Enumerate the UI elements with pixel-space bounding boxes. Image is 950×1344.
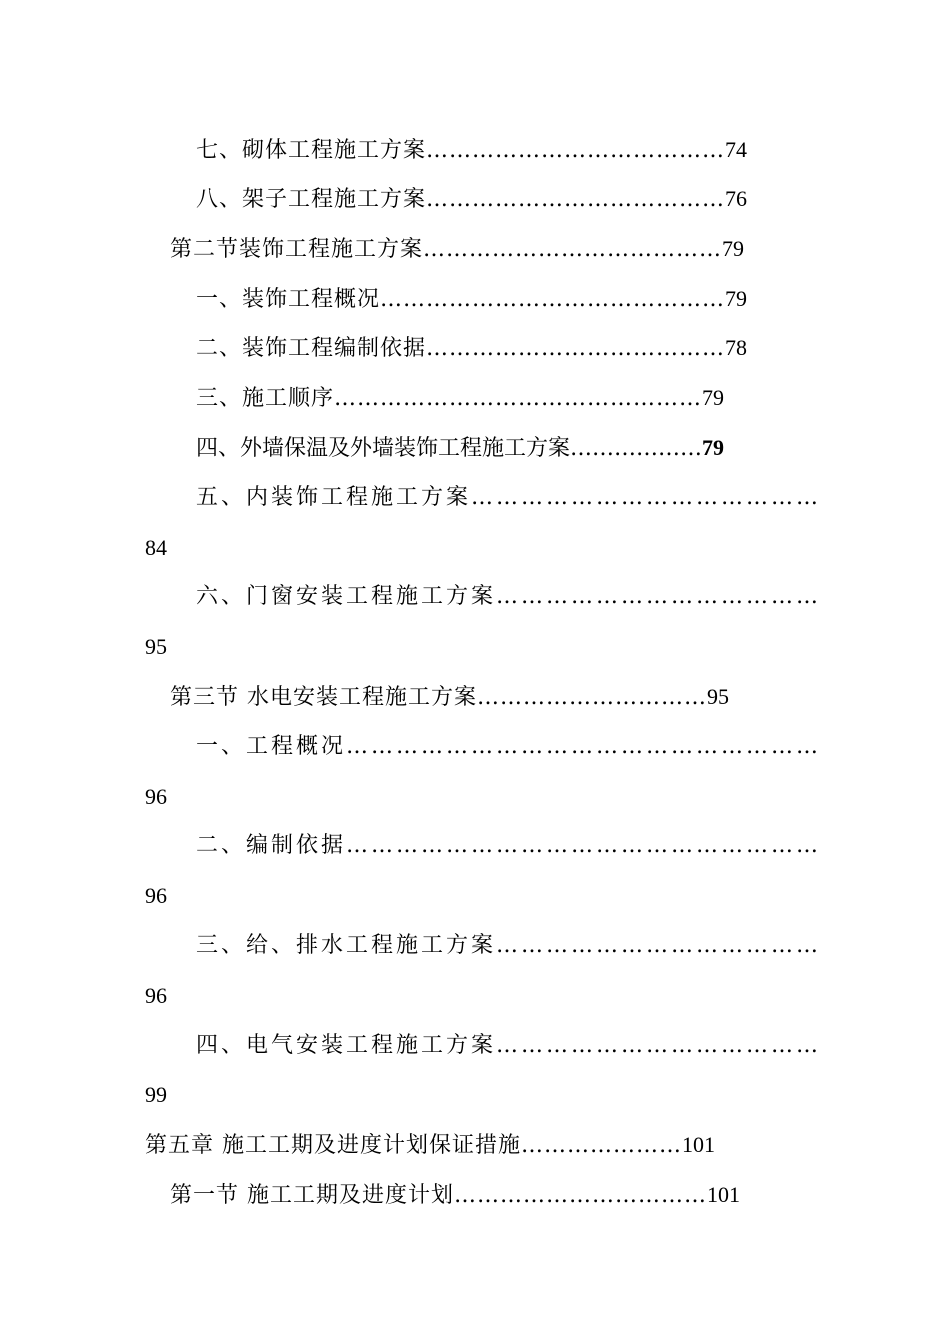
toc-entry[interactable] [196,135,747,165]
toc-entry[interactable] [196,383,724,413]
toc-leader-dots: ………………………………………………… [346,734,822,759]
toc-entry-title: 第三节 水电安装工程施工方案 [170,685,477,710]
toc-entry-title: 四、外墙保温及外墙装饰工程施工方案 [196,436,571,461]
toc-entry-title: 七、砌体工程施工方案 [196,138,427,163]
toc-page-number-wrapped: 96 [145,883,167,908]
toc-leader-dots: ………………………………………… [334,386,703,411]
toc-entry-title: 二、编制依据 [196,833,347,858]
toc-page-number-wrapped: 84 [145,535,167,560]
toc-entry[interactable] [170,234,744,264]
toc-entry[interactable] [196,333,747,363]
toc-entry-title: 第五章 施工工期及进度计划保证措施 [145,1133,521,1158]
toc-leader-dots: ………………………… [477,685,707,710]
toc-entry[interactable] [196,284,747,314]
toc-entry[interactable] [196,931,821,961]
toc-page-number-wrapped: 96 [145,983,167,1008]
toc-leader-dots: ………………………………… [496,933,822,958]
toc-entry-title: 二、装饰工程编制依据 [196,336,427,361]
toc-entry[interactable] [196,1031,821,1061]
toc-entry-title: 一、装饰工程概况 [196,287,381,312]
toc-entry[interactable] [196,184,747,214]
toc-leader-dots: ………………………………… [496,1033,822,1058]
toc-entry-title: 四、电气安装工程施工方案 [196,1033,497,1058]
toc-leader-dots: ……………………………………… [380,287,726,312]
toc-leader-dots: …………………………………… [471,485,822,510]
toc-page-number-wrapped: 96 [145,784,167,809]
toc-entry-title: 八、架子工程施工方案 [196,187,427,212]
toc-leader-dots: ………………… [521,1133,682,1158]
toc-entry[interactable] [170,682,729,712]
toc-leader-dots: ………………………………… [426,138,726,163]
toc-entry-title: 第二节装饰工程施工方案 [170,237,424,262]
toc-leader-dots: ………………………………………………… [346,833,822,858]
toc-leader-dots: ……………… [570,436,703,461]
toc-page-number: 101 [707,1182,740,1207]
toc-page-number: 74 [725,137,748,162]
toc-page-number: 79 [725,286,748,311]
toc-page-number: 95 [707,684,729,709]
toc-page-number: 101 [682,1132,715,1157]
toc-page-number: 79 [722,236,745,261]
toc-entry[interactable] [196,483,821,513]
toc-entry-title: 第一节 施工工期及进度计划 [170,1183,454,1208]
toc-leader-dots: ………………………………… [423,237,723,262]
toc-entry[interactable] [170,1180,740,1210]
toc-leader-dots: …………………………… [454,1183,707,1208]
toc-leader-dots: ………………………………… [426,187,726,212]
toc-entry[interactable] [196,582,821,612]
toc-leader-dots: ………………………………… [426,336,726,361]
toc-entry-title: 五、内装饰工程施工方案 [196,485,472,510]
toc-entry[interactable] [145,1130,715,1160]
toc-page-number-wrapped: 99 [145,1082,167,1107]
toc-page-number: 76 [725,186,748,211]
toc-page-number-wrapped: 95 [145,634,167,659]
toc-entry-title: 一、工程概况 [196,734,347,759]
toc-entry[interactable] [196,433,724,463]
toc-entry-title: 六、门窗安装工程施工方案 [196,584,497,609]
toc-entry-title: 三、施工顺序 [196,386,335,411]
toc-page-number: 79 [702,435,725,460]
toc-entry-title: 三、给、排水工程施工方案 [196,933,497,958]
toc-page-number: 78 [725,335,748,360]
toc-page-number: 79 [702,385,725,410]
toc-entry[interactable] [196,732,821,762]
toc-leader-dots: ………………………………… [496,584,822,609]
toc-entry[interactable] [196,831,821,861]
